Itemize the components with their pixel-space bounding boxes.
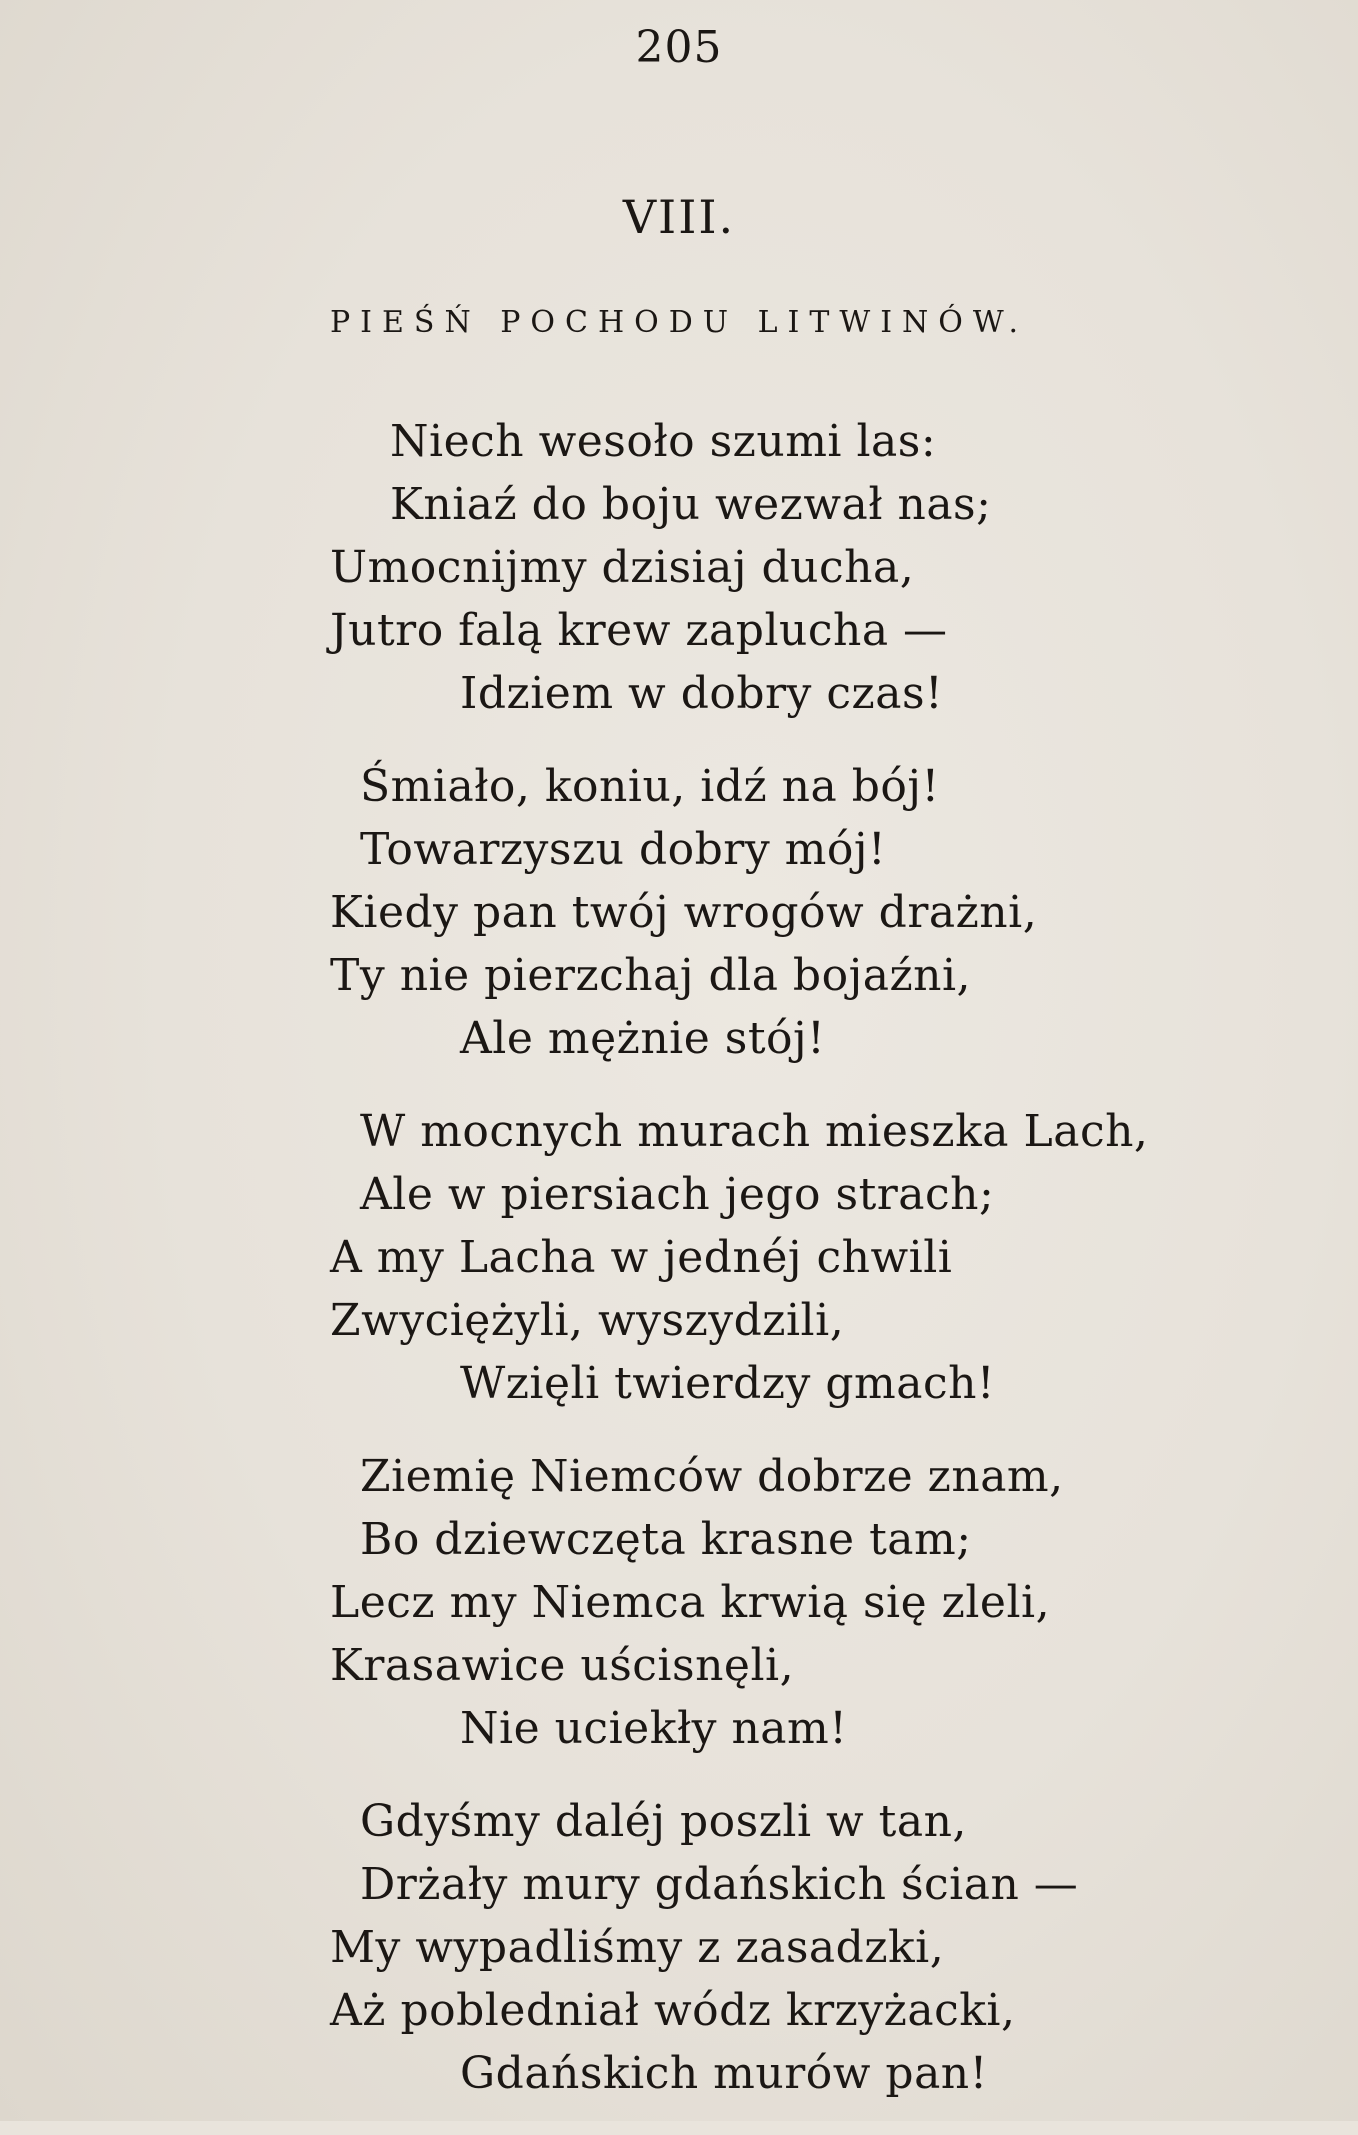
poem-line: Niech wesoło szumi las:	[390, 416, 937, 467]
poem-line: Wzięli twierdzy gmach!	[460, 1358, 996, 1409]
poem-line: Ziemię Niemców dobrze znam,	[360, 1451, 1064, 1502]
poem-line: Gdańskich murów pan!	[460, 2048, 988, 2099]
poem-line: Krasawice uścisnęli,	[330, 1640, 795, 1691]
page-number: 205	[635, 22, 723, 73]
poem-line: W mocnych murach mieszka Lach,	[360, 1106, 1149, 1157]
stanza	[320, 1445, 1220, 1760]
poem-line: My wypadliśmy z zasadzki,	[330, 1922, 945, 1973]
poem-line: Drżały mury gdańskich ścian —	[360, 1859, 1079, 1910]
poem-line: Lecz my Niemca krwią się zleli,	[330, 1577, 1051, 1628]
poem-line: A my Lacha w jednéj chwili	[330, 1232, 953, 1283]
section-number: VIII.	[622, 190, 736, 244]
stanza	[320, 1790, 1220, 2105]
poem-line: Gdyśmy daléj poszli w tan,	[360, 1796, 967, 1847]
poem-line: Nie uciekły nam!	[460, 1703, 848, 1754]
poem-line: Kniaź do boju wezwał nas;	[390, 479, 992, 530]
poem-line: Umocnijmy dzisiaj ducha,	[330, 542, 915, 593]
poem-line: Zwyciężyli, wyszydzili,	[330, 1295, 845, 1346]
stanza	[320, 1100, 1220, 1415]
stanza	[320, 755, 1220, 1070]
poem-line: Kiedy pan twój wrogów drażni,	[330, 887, 1038, 938]
poem-line: Towarzyszu dobry mój!	[360, 824, 887, 875]
poem-line: Aż pobledniał wódz krzyżacki,	[330, 1985, 1016, 2036]
poem-line: Jutro falą krew zaplucha —	[330, 605, 948, 656]
poem-line: Śmiało, koniu, idź na bój!	[360, 761, 940, 812]
poem-line: Ale mężnie stój!	[460, 1013, 826, 1064]
poem-line: Ty nie pierzchaj dla bojaźni,	[330, 950, 972, 1001]
poem-line: Idziem w dobry czas!	[460, 668, 944, 719]
poem-title: PIEŚŃ POCHODU LITWINÓW.	[329, 305, 1029, 340]
poem-line: Bo dziewczęta krasne tam;	[360, 1514, 972, 1565]
poem-body	[320, 410, 1220, 2135]
stanza	[320, 410, 1220, 725]
poem-line: Ale w piersiach jego strach;	[360, 1169, 995, 1220]
